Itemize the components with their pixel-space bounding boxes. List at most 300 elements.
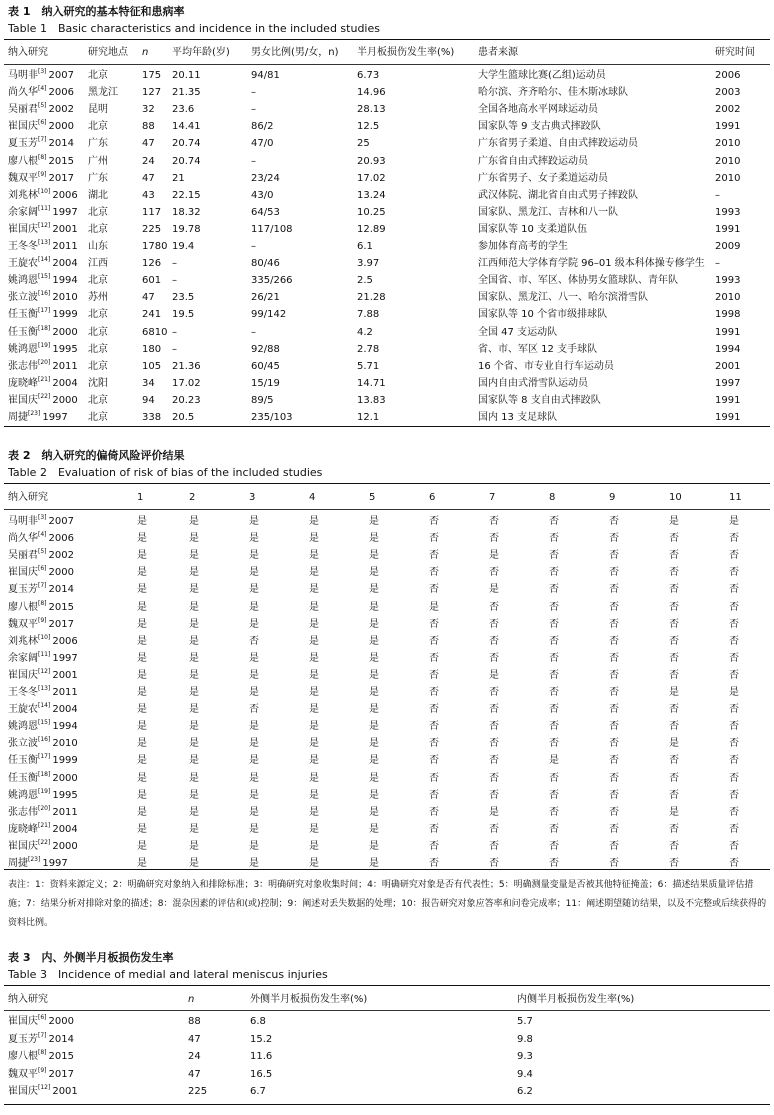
sex-ratio: 335/266 [251,275,293,287]
study-citation [8,221,78,238]
bias-mark: 是 [249,652,259,664]
bias-mark: 是 [137,618,147,630]
publication-year: 2010 [52,292,78,304]
bias-mark: 是 [489,669,499,681]
bias-mark: 否 [609,533,619,545]
sample-size: 43 [142,189,155,201]
reference-number: [14] [38,702,51,710]
mean-age: 20.74 [172,138,201,150]
table-row [0,650,774,667]
table-row [0,1083,774,1100]
publication-year: 2017 [48,172,74,184]
bias-mark: 是 [309,652,319,664]
patient-source: 广东省男子柔道、自由式摔跤运动员 [478,138,638,150]
publication-year: 2015 [48,601,74,613]
study-place: 广东 [88,172,108,184]
patient-source: 广东省男子、女子柔道运动员 [478,172,608,184]
bias-mark: 否 [609,772,619,784]
study-citation [8,838,78,855]
publication-year: 2001 [52,223,78,235]
sample-size: 47 [188,1068,201,1080]
publication-year: 2006 [48,87,74,99]
bias-mark: 是 [249,567,259,579]
author-name: 廖八根 [8,601,38,613]
bias-mark: 否 [429,533,439,545]
mean-age: 17.02 [172,377,201,389]
table-row [0,1066,774,1083]
sample-size: 126 [142,258,162,270]
table3-header-rule [4,1010,770,1011]
study-citation [8,513,74,530]
publication-year: 1999 [52,755,78,767]
bias-mark: 否 [609,840,619,852]
lateral-injury-rate: 6.8 [250,1016,266,1027]
bias-mark: 否 [669,533,679,545]
bias-mark: 是 [309,755,319,767]
publication-year: 2004 [52,377,78,389]
study-citation [8,101,74,118]
table-row [0,564,774,581]
publication-year: 2000 [52,772,78,784]
author-name: 任玉衡 [8,772,38,784]
publication-year: 1997 [52,652,78,664]
reference-number: [8] [38,153,47,161]
author-name: 任玉衡 [8,326,38,338]
bias-mark: 是 [369,840,379,852]
sample-size: 32 [142,104,155,116]
bias-mark: 是 [249,789,259,801]
sex-ratio: – [251,87,256,99]
reference-number: [8] [38,599,47,607]
bias-mark: 是 [309,840,319,852]
bias-mark: 否 [669,772,679,784]
bias-mark: 是 [309,738,319,750]
criterion-header: 8 [549,492,556,503]
publication-year: 2006 [48,533,74,545]
mean-age: 14.41 [172,121,201,133]
author-name: 马明非 [8,516,38,527]
sex-ratio: 235/103 [251,412,293,423]
publication-year: 1994 [52,275,78,287]
bias-mark: 否 [549,823,559,835]
reference-number: [9] [38,170,47,178]
publication-year: 2007 [48,516,74,527]
bias-mark: 是 [369,601,379,613]
table-row [0,599,774,616]
bias-mark: 否 [729,652,739,664]
reference-number: [4] [38,85,47,93]
sex-ratio: 94/81 [251,70,280,81]
table-row [0,306,774,323]
table2-top-rule [4,483,770,484]
table-row [0,684,774,701]
mean-age: – [172,326,177,338]
table-row [0,633,774,650]
study-place: 北京 [88,70,108,81]
bias-mark: 是 [489,806,499,818]
table-row [0,375,774,392]
bias-mark: 否 [429,669,439,681]
publication-year: 2002 [48,550,74,562]
table-row [0,324,774,341]
author-name: 崔国庆 [8,567,38,579]
study-place: 北京 [88,412,108,423]
mean-age: 21.35 [172,87,201,99]
sex-ratio: 15/19 [251,377,280,389]
study-time: 2003 [715,87,741,99]
bias-mark: 是 [137,858,147,869]
mean-age: 19.5 [172,309,195,321]
lateral-injury-rate: 6.7 [250,1086,266,1098]
publication-year: 2000 [48,1016,74,1027]
table-row [0,616,774,633]
bias-mark: 是 [549,755,559,767]
study-place: 北京 [88,309,108,321]
bias-mark: 是 [369,550,379,562]
bias-mark: 是 [249,738,259,750]
study-citation [8,153,74,170]
author-name: 崔国庆 [8,669,38,681]
author-name: 魏双平 [8,618,38,630]
bias-mark: 是 [369,635,379,647]
study-citation [8,667,78,684]
bias-mark: 否 [609,721,619,733]
criterion-header: 2 [189,492,196,503]
patient-source: 全国 47 支运动队 [478,326,558,338]
bias-mark: 否 [669,840,679,852]
bias-mark: 否 [489,858,499,869]
publication-year: 2004 [52,258,78,270]
table2-bottom-rule [4,869,770,870]
author-name: 吴丽君 [8,104,38,116]
table-row [0,238,774,255]
publication-year: 2001 [52,1086,78,1098]
study-time: 2010 [715,138,741,150]
sample-size: 601 [142,275,162,287]
bias-mark: 否 [729,721,739,733]
bias-mark: 否 [609,618,619,630]
reference-number: [6] [38,1014,47,1021]
table-row [0,84,774,101]
sample-size: 180 [142,343,162,355]
patient-source: 江西师范大学体育学院 96–01 级本科体操专修学生 [478,258,705,270]
bias-mark: 否 [609,652,619,664]
table1-header-row [0,44,774,61]
reference-number: [17] [38,307,51,315]
bias-mark: 否 [549,652,559,664]
table-row [0,547,774,564]
bias-mark: 否 [669,789,679,801]
sex-ratio: – [251,241,256,252]
bias-mark: 否 [669,601,679,613]
reference-number: [8] [38,1049,47,1057]
bias-mark: 否 [729,789,739,801]
study-citation [8,718,78,735]
table-row [0,787,774,804]
author-name: 魏双平 [8,172,38,184]
table-row [0,289,774,306]
bias-mark: 否 [669,755,679,767]
table-row [0,153,774,170]
t1-header-n: n [142,47,149,58]
bias-mark: 否 [429,652,439,664]
sex-ratio: 117/108 [251,223,293,235]
table-row [0,701,774,718]
meniscus-injury-rate: 25 [357,138,370,150]
author-name: 张立波 [8,292,38,304]
reference-number: [12] [38,221,51,229]
publication-year: 2006 [52,635,78,647]
patient-source: 国内 13 支足球队 [478,412,558,423]
bias-mark: 是 [189,669,199,681]
criterion-header: 7 [489,492,496,503]
bias-mark: 是 [309,618,319,630]
bias-mark: 否 [489,601,499,613]
table3-header-row [0,991,774,1008]
bias-mark: 是 [369,858,379,869]
reference-number: [21] [38,375,51,383]
reference-number: [6] [38,565,47,573]
patient-source: 国家队等 8 支自由式摔跤队 [478,394,601,406]
author-name: 余家阔 [8,652,38,664]
reference-number: [12] [38,1084,51,1092]
meniscus-injury-rate: 4.2 [357,326,373,338]
bias-mark: 是 [369,772,379,784]
publication-year: 1995 [52,789,78,801]
author-name: 王旋农 [8,258,38,270]
table-row [0,409,774,426]
bias-mark: 否 [489,823,499,835]
bias-mark: 是 [137,840,147,852]
bias-mark: 否 [429,550,439,562]
bias-mark: 否 [729,550,739,562]
bias-mark: 是 [249,755,259,767]
bias-mark: 是 [369,806,379,818]
sex-ratio: – [251,104,256,116]
bias-mark: 是 [309,704,319,716]
bias-mark: 是 [137,772,147,784]
reference-number: [7] [38,1031,47,1039]
sample-size: 88 [188,1016,201,1027]
publication-year: 1995 [52,343,78,355]
bias-mark: 是 [369,721,379,733]
study-place: 山东 [88,241,108,252]
author-name: 崔国庆 [8,394,38,406]
table-row [0,838,774,855]
bias-mark: 是 [369,755,379,767]
table-row [0,358,774,375]
mean-age: 19.4 [172,241,195,252]
author-name: 夏玉芳 [8,138,38,150]
bias-mark: 是 [249,806,259,818]
table-row [0,530,774,547]
author-name: 吴丽君 [8,550,38,562]
meniscus-injury-rate: 6.1 [357,241,373,252]
meniscus-injury-rate: 14.96 [357,87,386,99]
table-row [0,667,774,684]
mean-age: 20.23 [172,394,201,406]
study-place: 北京 [88,223,108,235]
bias-mark: 否 [729,567,739,579]
bias-mark: 否 [609,755,619,767]
study-time: 1998 [715,309,741,321]
bias-mark: 是 [249,618,259,630]
author-name: 任玉衡 [8,755,38,767]
bias-mark: 否 [609,669,619,681]
study-citation [8,770,78,787]
reference-number: [16] [38,290,51,298]
reference-number: [11] [38,650,51,658]
table-row [0,392,774,409]
author-name: 姚鸿恩 [8,721,38,733]
bias-mark: 否 [489,840,499,852]
t3-header-lateral: 外侧半月板损伤发生率(%) [250,994,368,1005]
study-citation [8,118,74,135]
table3-caption-en: Table 3 Incidence of medial and lateral meniscus injuries [8,968,328,981]
meniscus-injury-rate: 12.89 [357,223,386,235]
bias-mark: 是 [309,567,319,579]
lateral-injury-rate: 15.2 [250,1033,273,1045]
mean-age: – [172,275,177,287]
bias-mark: 否 [549,806,559,818]
medial-injury-rate: 9.8 [517,1033,533,1045]
reference-number: [7] [38,136,47,144]
table-row [0,221,774,238]
bias-mark: 否 [669,550,679,562]
bias-mark: 否 [729,635,739,647]
bias-mark: 否 [489,789,499,801]
bias-mark: 是 [137,584,147,596]
t1-header-rate: 半月板损伤发生率(%) [357,47,455,58]
bias-mark: 否 [729,755,739,767]
bias-mark: 否 [429,858,439,869]
bias-mark: 否 [729,738,739,750]
reference-number: [22] [38,838,51,846]
reference-number: [21] [38,821,51,829]
mean-age: 21.36 [172,360,201,372]
study-time: 1991 [715,394,741,406]
author-name: 刘兆林 [8,635,38,647]
author-name: 崔国庆 [8,840,38,852]
bias-mark: 是 [137,823,147,835]
bias-mark: 是 [249,669,259,681]
bias-mark: 否 [249,635,259,647]
criterion-header: 4 [309,492,316,503]
sex-ratio: 26/21 [251,292,280,304]
bias-mark: 是 [189,550,199,562]
bias-mark: 否 [609,738,619,750]
bias-mark: 是 [189,738,199,750]
sample-size: 241 [142,309,162,321]
meniscus-injury-rate: 2.5 [357,275,373,287]
reference-number: [18] [38,324,51,332]
bias-mark: 是 [729,687,739,698]
bias-mark: 是 [309,687,319,698]
bias-mark: 否 [549,772,559,784]
bias-mark: 否 [609,635,619,647]
study-citation [8,564,74,581]
study-citation [8,1083,78,1100]
publication-year: 2015 [48,155,74,167]
study-time: 1991 [715,121,741,133]
meniscus-injury-rate: 21.28 [357,292,386,304]
bias-mark: 否 [669,704,679,716]
reference-number: [19] [38,787,51,795]
mean-age: 22.15 [172,189,201,201]
bias-mark: 否 [609,584,619,596]
table2-caption-en: Table 2 Evaluation of risk of bias of the included studies [8,466,323,479]
study-citation [8,272,78,289]
bias-mark: 否 [489,687,499,698]
patient-source: 国家队、黑龙江、吉林和八一队 [478,206,618,218]
bias-mark: 是 [309,550,319,562]
reference-number: [7] [38,582,47,590]
bias-mark: 是 [189,533,199,545]
bias-mark: 是 [249,516,259,527]
author-name: 尚久华 [8,87,38,99]
bias-mark: 是 [137,721,147,733]
bias-mark: 否 [729,858,739,869]
reference-number: [11] [38,204,51,212]
bias-mark: 否 [489,652,499,664]
publication-year: 2017 [48,618,74,630]
bias-mark: 是 [249,550,259,562]
author-name: 张志伟 [8,360,38,372]
study-citation [8,650,78,667]
bias-mark: 是 [369,618,379,630]
author-name: 王旋农 [8,704,38,716]
sample-size: 47 [142,292,155,304]
author-name: 周捷 [8,412,28,423]
bias-mark: 否 [429,584,439,596]
table-row [0,804,774,821]
author-name: 任玉衡 [8,309,38,321]
meniscus-injury-rate: 5.71 [357,360,380,372]
bias-mark: 否 [489,721,499,733]
study-citation [8,581,74,598]
table1-bottom-rule [4,426,770,427]
study-citation [8,821,78,838]
sex-ratio: 60/45 [251,360,280,372]
table2-caption-cn: 表 2 纳入研究的偏倚风险评价结果 [8,449,185,462]
t1-header-time: 研究时间 [715,47,755,58]
bias-mark: 是 [309,533,319,545]
sex-ratio: – [251,155,256,167]
criterion-header: 10 [669,492,682,503]
sex-ratio: 23/24 [251,172,280,184]
sex-ratio: 47/0 [251,138,274,150]
mean-age: 20.11 [172,70,201,81]
publication-year: 2006 [52,189,78,201]
bias-mark: 否 [729,772,739,784]
table3-top-rule [4,985,770,986]
study-citation [8,530,74,547]
bias-mark: 是 [189,687,199,698]
study-citation [8,752,78,769]
bias-mark: 否 [549,601,559,613]
table-row [0,1031,774,1048]
patient-source: 全国省、市、军区、体协男女篮球队、青年队 [478,275,678,287]
publication-year: 2011 [52,241,78,252]
meniscus-injury-rate: 12.5 [357,121,380,133]
bias-mark: 是 [309,823,319,835]
reference-number: [9] [38,616,47,624]
study-citation [8,787,78,804]
reference-number: [3] [38,68,47,75]
t1-header-ratio: 男女比例(男/女，n) [251,47,339,58]
table-row [0,752,774,769]
sample-size: 94 [142,394,155,406]
